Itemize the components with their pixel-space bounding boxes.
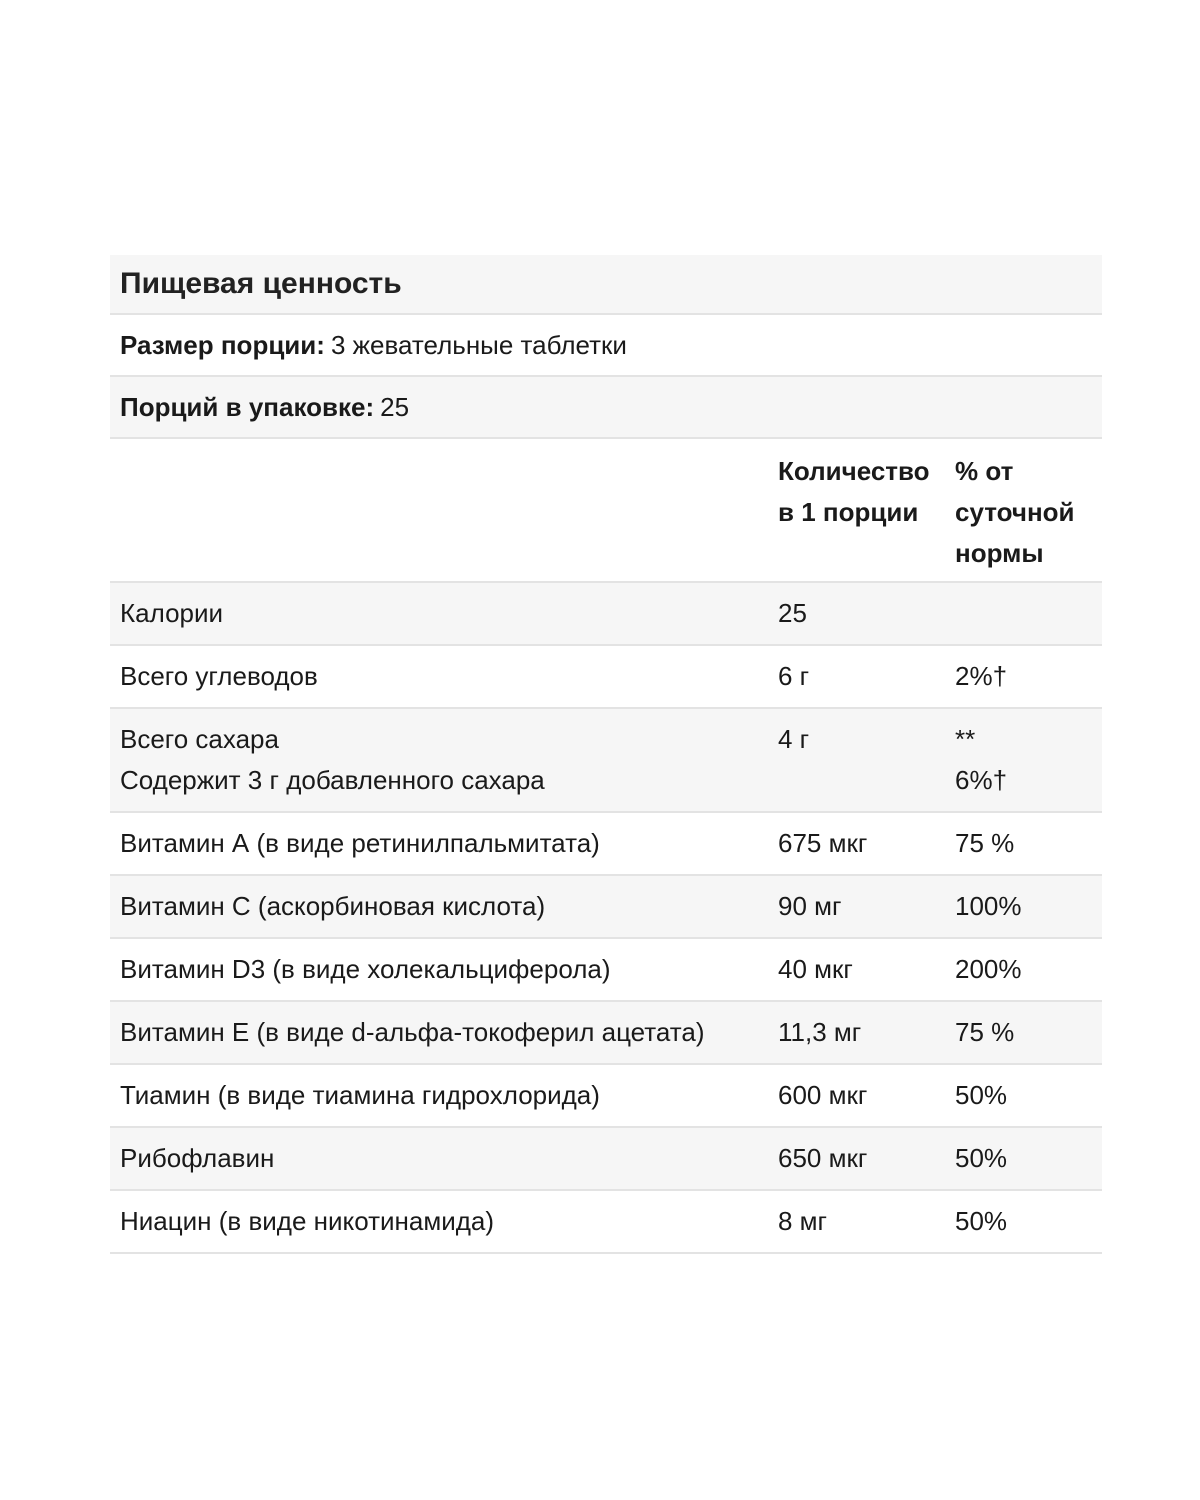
table-row — [110, 646, 1102, 709]
serving-size-value: 3 жевательные таблетки — [330, 329, 627, 360]
nutrient-name: Калории — [120, 598, 224, 628]
dv-header-line-1: % от — [955, 456, 1014, 486]
serving-size-row — [110, 315, 1102, 377]
nutrient-daily-value: 50% — [955, 1143, 1008, 1173]
column-header-daily-value — [955, 439, 1102, 581]
nutrient-name: Всего углеводов — [120, 661, 318, 691]
nutrient-name: Ниацин (в виде никотинамида) — [120, 1206, 495, 1236]
dv-header-line-3: нормы — [955, 538, 1044, 568]
nutrient-name: Витамин Е (в виде d-альфа-токоферил ацетата) — [120, 1017, 705, 1047]
nutrient-daily-value: 50% — [955, 1206, 1008, 1236]
nutrient-amount: 6 г — [778, 661, 810, 691]
serving-size-label: Размер порции: — [120, 329, 325, 360]
nutrient-rows — [110, 583, 1102, 1254]
amount-header-line-2: в 1 порции — [778, 497, 919, 527]
table-row — [110, 1002, 1102, 1065]
amount-header-line-1: Количество — [778, 456, 930, 486]
table-title — [110, 255, 1102, 315]
nutrient-name: Витамин D3 (в виде холекальциферола) — [120, 954, 611, 984]
nutrient-name — [110, 719, 778, 801]
daily-value-line-2: 6%† — [955, 765, 1008, 795]
nutrient-name: Витамин А (в виде ретинилпальмитата) — [120, 828, 600, 858]
servings-per-container-value: 25 — [380, 391, 410, 422]
column-header-name — [110, 439, 778, 581]
nutrient-daily-value: 75 % — [955, 1017, 1015, 1047]
nutrient-amount: 25 — [778, 598, 807, 628]
nutrient-amount: 675 мкг — [778, 828, 868, 858]
servings-per-container-row — [110, 377, 1102, 439]
servings-per-container-label: Порций в упаковке: — [120, 391, 375, 422]
table-row — [110, 813, 1102, 876]
table-row — [110, 709, 1102, 813]
nutrient-daily-value: 2%† — [955, 661, 1008, 691]
nutrient-name: Тиамин (в виде тиамина гидрохлорида) — [120, 1080, 600, 1110]
nutrient-name-line-2: Содержит 3 г добавленного сахара — [120, 765, 545, 795]
table-row — [110, 876, 1102, 939]
nutrient-name-line-1: Всего сахара — [120, 724, 279, 754]
nutrient-amount: 11,3 мг — [778, 1017, 862, 1047]
nutrient-daily-value — [955, 719, 1102, 801]
nutrient-daily-value: 100% — [955, 891, 1022, 921]
nutrient-amount: 8 мг — [778, 1206, 828, 1236]
table-row — [110, 1065, 1102, 1128]
daily-value-line-1: ** — [955, 724, 976, 754]
column-header-amount — [778, 439, 955, 581]
nutrition-facts-table — [110, 255, 1102, 1254]
nutrient-daily-value: 50% — [955, 1080, 1008, 1110]
table-row — [110, 583, 1102, 646]
table-row — [110, 1128, 1102, 1191]
table-row — [110, 1191, 1102, 1254]
nutrient-daily-value: 75 % — [955, 828, 1015, 858]
nutrient-daily-value — [955, 593, 1102, 634]
nutrient-amount: 600 мкг — [778, 1080, 868, 1110]
column-header-row — [110, 439, 1102, 583]
nutrient-amount: 90 мг — [778, 891, 842, 921]
nutrient-daily-value: 200% — [955, 954, 1022, 984]
table-row — [110, 939, 1102, 1002]
dv-header-line-2: суточной — [955, 497, 1075, 527]
nutrient-amount: 650 мкг — [778, 1143, 868, 1173]
nutrient-name: Витамин С (аскорбиновая кислота) — [120, 891, 546, 921]
nutrient-name: Рибофлавин — [120, 1143, 275, 1173]
title-text: Пищевая ценность — [120, 267, 402, 300]
nutrient-amount: 4 г — [778, 724, 810, 754]
nutrient-amount: 40 мкг — [778, 954, 853, 984]
